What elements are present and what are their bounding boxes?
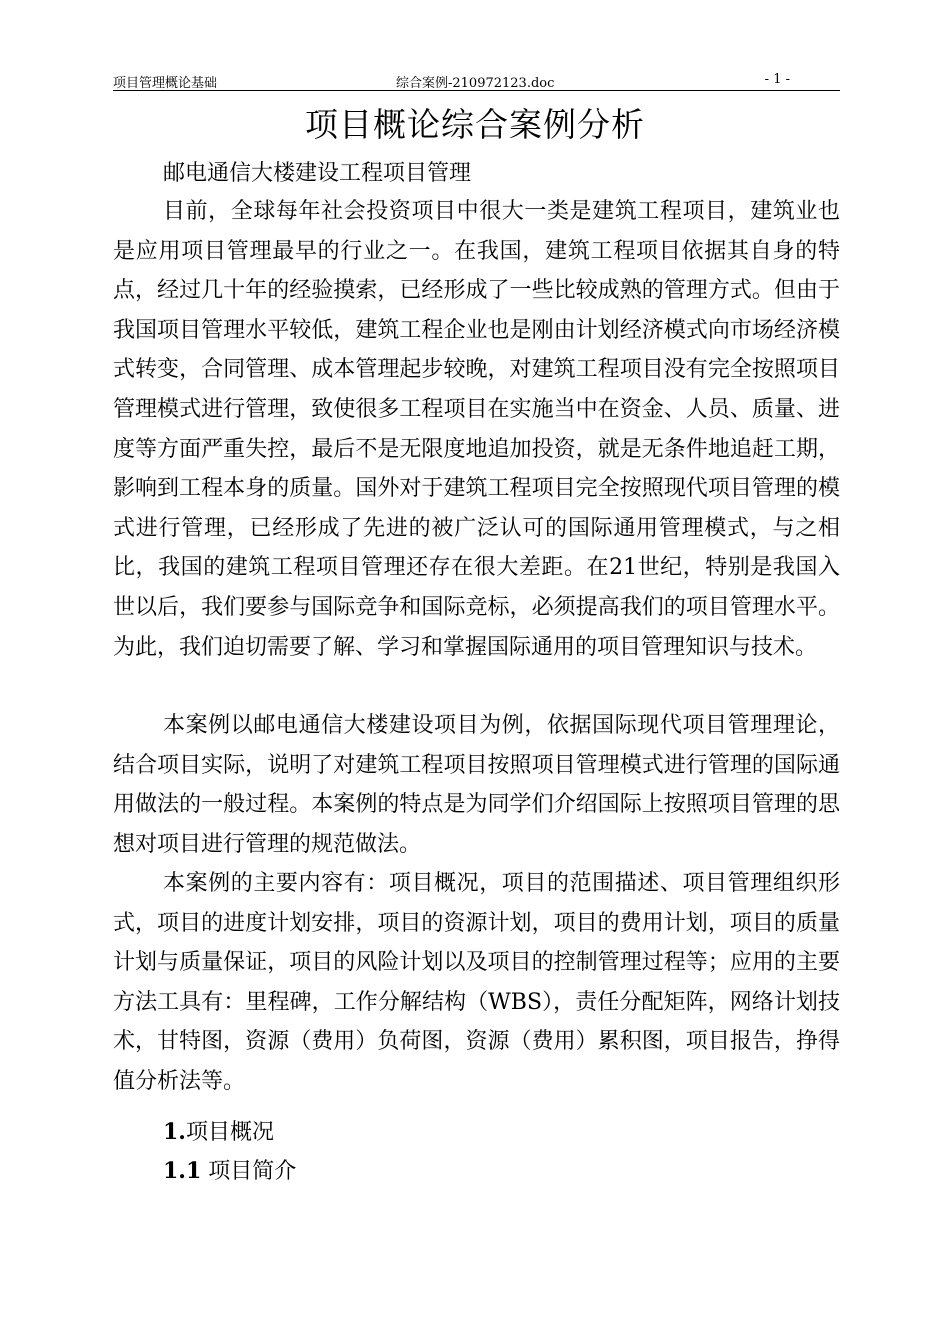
document-subtitle: 邮电通信大楼建设工程项目管理 [163, 161, 472, 186]
page-header [113, 70, 840, 91]
section-heading-1-1 [163, 1154, 296, 1185]
header-course-name: 项目管理概论基础 [113, 76, 218, 91]
section-number: 1. [163, 1119, 186, 1145]
header-file-name: 综合案例-210972123.doc [396, 76, 555, 91]
paragraph-main-contents: 本案例的主要内容有：项目概况，项目的范围描述、项目管理组织形式，项目的进度计划安排，项目的资源计划，项目的费用计划，项目的质量计划与质量保证，项目的风险计划以及项目的控制管理过程等；应用的主要方法工具有：里程碑，工作分解结构（WBS），责任分配矩阵，网络计划技术，甘特图，资源（费用）负荷图，资源（费用）累积图，项目报告，挣得值分析法等。 [113, 871, 840, 1094]
section-label: 项目简介 [201, 1159, 297, 1184]
paragraph-case-overview: 本案例以邮电通信大楼建设项目为例，依据国际现代项目管理理论，结合项目实际，说明了对建筑工程项目按照项目管理模式进行管理的国际通用做法的一般过程。本案例的特点是为同学们介绍国际上按照项目管理的思想对项目进行管理的规范做法。 [113, 713, 840, 857]
section-heading-1 [163, 1115, 274, 1146]
paragraph-intro: 目前，全球每年社会投资项目中很大一类是建筑工程项目，建筑业也是应用项目管理最早的行业之一。在我国，建筑工程项目依据其自身的特点，经过几十年的经验摸索，已经形成了一些比较成熟的管理方式。但由于我国项目管理水平较低，建筑工程企业也是刚由计划经济模式向市场经济模式转变，合同管理、成本管理起步较晚，对建筑工程项目没有完全按照项目管理模式进行管理，致使很多工程项目在实施当中在资金、人员、质量、进度等方面严重失控，最后不是无限度地追加投资，就是无条件地追赶工期，影响到工程本身的质量。国外对于建筑工程项目完全按照现代项目管理的模式进行管理，已经形成了先进的被广泛认可的国际通用管理模式，与之相比，我国的建筑工程项目管理还存在很大差距。在21世纪，特别是我国入世以后，我们要参与国际竞争和国际竞标，必须提高我们的项目管理水平。为此，我们迫切需要了解、学习和掌握国际通用的项目管理知识与技术。 [113, 199, 840, 660]
section-number: 1.1 [163, 1158, 202, 1184]
header-page-number: - 1 - [764, 72, 790, 87]
section-label: 项目概况 [185, 1120, 274, 1145]
document-title: 项目概论综合案例分析 [305, 105, 645, 144]
